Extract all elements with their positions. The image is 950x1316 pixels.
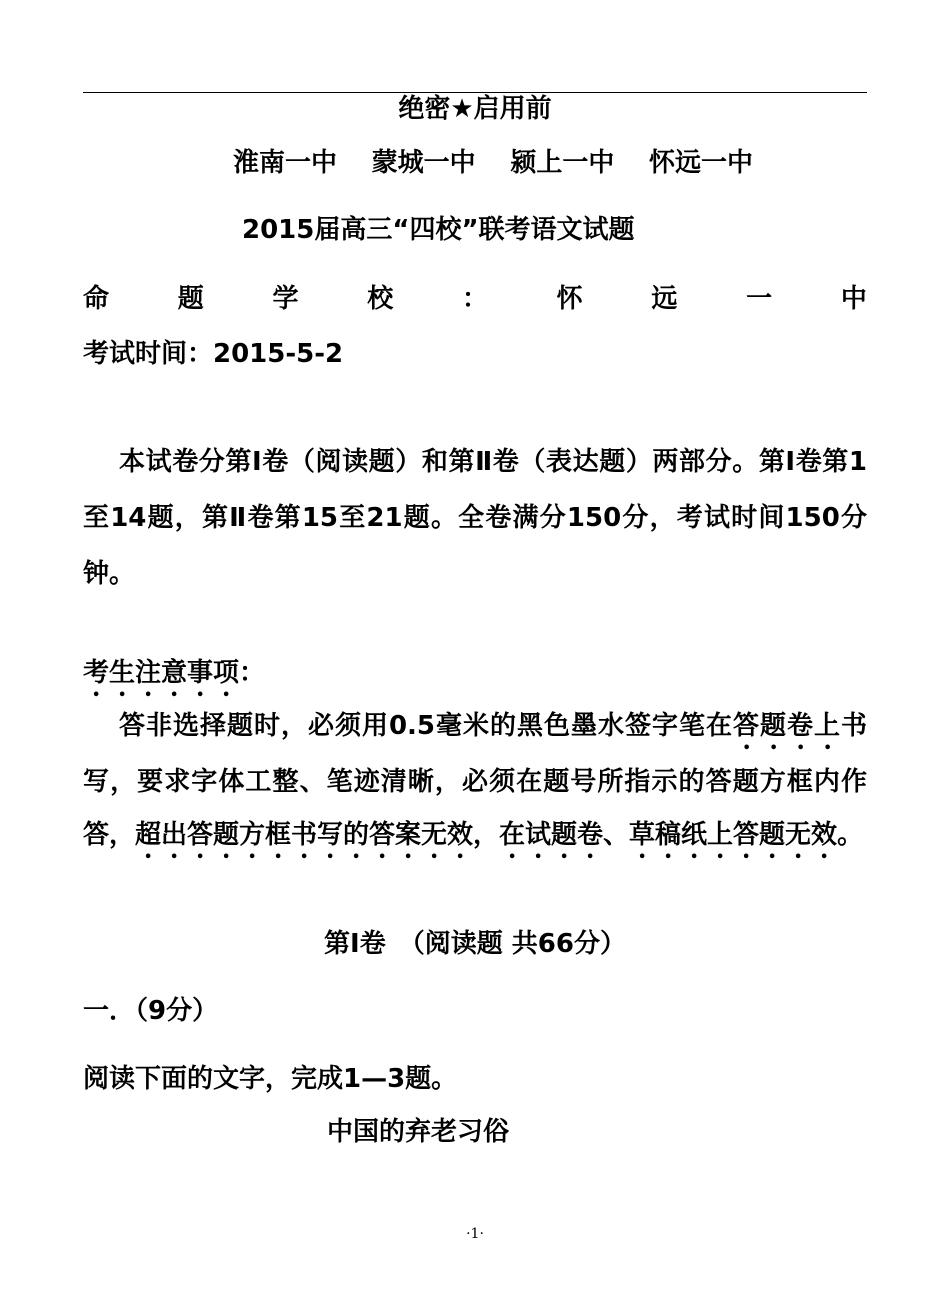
notice-text bbox=[83, 700, 867, 865]
notice-text-part: 。 bbox=[837, 820, 864, 850]
notice-paragraph bbox=[83, 700, 867, 865]
notice-heading bbox=[83, 656, 867, 703]
notice-emphasis: 在试题卷、草稿纸上答题无效 bbox=[499, 820, 838, 850]
setter-char: 一 bbox=[746, 284, 773, 314]
intro-paragraph bbox=[83, 434, 867, 602]
page-number: ·1· bbox=[466, 1226, 484, 1242]
exam-time: 考试时间：2015-5-2 bbox=[83, 339, 344, 369]
notice-emphasis: 答题卷上 bbox=[732, 711, 841, 741]
section-title: 第Ⅰ卷 （阅读题 共66分） bbox=[324, 929, 626, 959]
notice-text-part: 答非选择题时，必须用0.5毫米的黑色墨水签字笔在 bbox=[119, 711, 733, 741]
setter-char: 命 bbox=[83, 284, 110, 314]
school-name: 颍上一中 bbox=[510, 148, 615, 178]
notice-emphasis: 超出答题方框书写的答案无效 bbox=[135, 820, 474, 850]
setter-char: ： bbox=[461, 284, 488, 314]
setter-char: 怀 bbox=[556, 284, 583, 314]
school-list bbox=[233, 146, 753, 180]
notice-text-part: ， bbox=[473, 820, 500, 850]
secret-label: 绝密★启用前 bbox=[398, 94, 552, 124]
setter-char: 远 bbox=[651, 284, 678, 314]
setter-char: 学 bbox=[272, 284, 299, 314]
article-title: 中国的弃老习俗 bbox=[327, 1117, 510, 1147]
setter-char: 题 bbox=[177, 284, 204, 314]
setter-school bbox=[83, 282, 867, 316]
exam-title: 2015届高三“四校”联考语文试题 bbox=[242, 215, 635, 245]
setter-char: 校 bbox=[367, 284, 394, 314]
notice-text-part: 书写，要求字体工整、笔迹清晰，必须在题号所指示的答题方框内作答， bbox=[83, 711, 867, 850]
part-heading: 一．（9分） bbox=[83, 996, 219, 1026]
school-name: 淮南一中 bbox=[233, 148, 338, 178]
setter-char: 中 bbox=[840, 284, 867, 314]
school-name: 蒙城一中 bbox=[371, 148, 476, 178]
intro-text: 本试卷分第Ⅰ卷（阅读题）和第Ⅱ卷（表达题）两部分。第Ⅰ卷第1至14题，第Ⅱ卷第15至21题。全卷满分150分，考试时间150分钟。 bbox=[83, 447, 867, 589]
instruction-text: 阅读下面的文字，完成1—3题。 bbox=[83, 1064, 458, 1094]
school-name: 怀远一中 bbox=[648, 148, 753, 178]
notice-heading-text: 考生注意事项： bbox=[83, 658, 266, 688]
